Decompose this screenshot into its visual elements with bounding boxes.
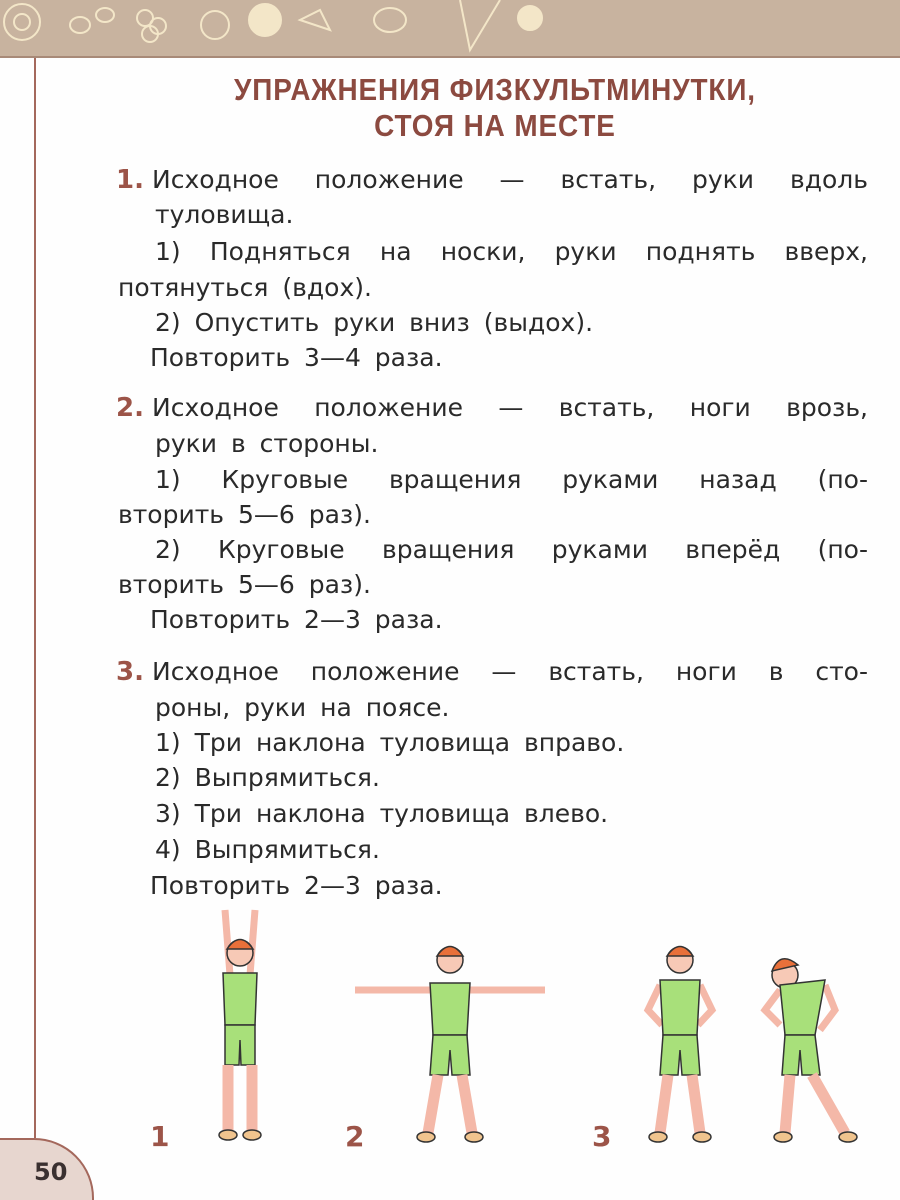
exercise-2-line: 2) Круговые вращения руками вперёд (по- bbox=[155, 535, 868, 564]
exercise-3-line: 1) Три наклона туловища вправо. bbox=[155, 728, 625, 757]
exercise-1-line: потянуться (вдох). bbox=[118, 273, 372, 302]
margin-rule bbox=[34, 58, 36, 1138]
sports-header-band bbox=[0, 0, 900, 58]
exercise-1-line: 1) Подняться на носки, руки поднять вверх, bbox=[155, 237, 868, 266]
exercise-1-line: туловища. bbox=[155, 200, 294, 229]
page-number: 50 bbox=[34, 1158, 68, 1186]
sports-equipment-icons bbox=[0, 0, 900, 56]
exercise-2-number: 2. bbox=[116, 393, 144, 423]
exercise-2-line: руки в стороны. bbox=[155, 429, 379, 458]
exercise-2-line: вторить 5—6 раз). bbox=[118, 500, 371, 529]
figure-label-1: 1 bbox=[150, 1120, 170, 1153]
girl-arms-up-illustration bbox=[195, 905, 285, 1150]
figure-label-2: 2 bbox=[345, 1120, 365, 1153]
exercise-1-line: Повторить 3—4 раза. bbox=[150, 343, 443, 372]
exercise-1-line: Исходное положение — встать, руки вдоль bbox=[152, 165, 868, 194]
exercise-3-line: роны, руки на поясе. bbox=[155, 693, 450, 722]
exercise-1-line: 2) Опустить руки вниз (выдох). bbox=[155, 308, 594, 337]
exercise-3-line: 4) Выпрямиться. bbox=[155, 835, 380, 864]
exercise-3-line: 2) Выпрямиться. bbox=[155, 763, 380, 792]
exercise-2-line: Повторить 2—3 раза. bbox=[150, 605, 443, 634]
exercise-2-line: вторить 5—6 раз). bbox=[118, 570, 371, 599]
exercise-2-line: 1) Круговые вращения руками назад (по- bbox=[155, 465, 868, 494]
page-title-line2: СТОЯ НА МЕСТЕ bbox=[374, 108, 616, 143]
figure-label-3: 3 bbox=[592, 1120, 612, 1153]
girl-hands-on-hips-bending-illustration bbox=[630, 935, 870, 1150]
exercise-3-line: Исходное положение — встать, ноги в сто- bbox=[152, 657, 868, 686]
exercise-3-line: 3) Три наклона туловища влево. bbox=[155, 799, 609, 828]
exercise-3-number: 3. bbox=[116, 657, 144, 687]
page-title-line1: УПРАЖНЕНИЯ ФИЗКУЛЬТМИНУТКИ, bbox=[234, 72, 756, 107]
girl-arms-sides-illustration bbox=[350, 935, 550, 1150]
exercise-2-line: Исходное положение — встать, ноги врозь, bbox=[152, 393, 868, 422]
exercise-1-number: 1. bbox=[116, 165, 144, 195]
exercise-3-line: Повторить 2—3 раза. bbox=[150, 871, 443, 900]
